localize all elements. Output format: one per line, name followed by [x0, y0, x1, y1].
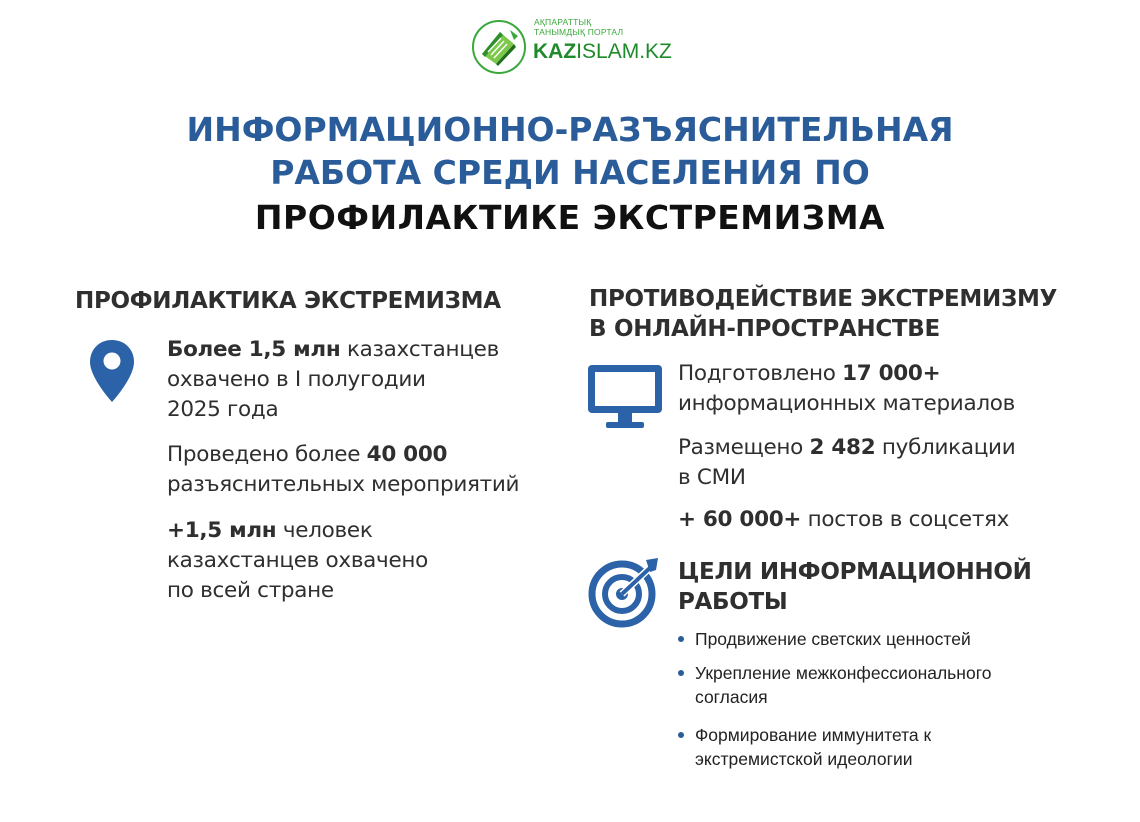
- left-stat3-line1: [167, 516, 373, 546]
- left-stat1-line3: 2025 года: [167, 397, 279, 422]
- left-stat2-pre: Проведено более: [167, 442, 367, 467]
- right-stat2-pre: Размещено: [678, 435, 810, 460]
- goal-item-1: Продвижение светских ценностей: [695, 629, 971, 649]
- logo-brand-bold: KAZ: [533, 40, 577, 63]
- title-line-1: ИНФОРМАЦИОННО-РАЗЪЯСНИТЕЛЬНАЯ: [186, 110, 954, 149]
- monitor-icon: [586, 363, 664, 431]
- goal-item-3-line1: Формирование иммунитета к: [695, 725, 932, 745]
- left-stat2-bold: 40 000: [366, 442, 448, 467]
- logo-tagline-2: ТАНЫМДЫҚ ПОРТАЛ: [534, 27, 624, 37]
- goals-heading-line-2: РАБОТЫ: [678, 589, 788, 615]
- left-stat3-line2: казахстанцев охвачено: [167, 548, 429, 573]
- left-stat1-line1: [167, 335, 499, 365]
- kazislam-logo: [470, 10, 690, 76]
- right-stat2-line1: [678, 433, 1015, 463]
- logo-tagline-1: АҚПАРАТТЫҚ: [534, 17, 592, 27]
- left-stat3-rest: человек: [276, 518, 373, 543]
- goal-item-2-line1: Укрепление межконфессионального: [695, 663, 992, 683]
- left-stat1-line2: охвачено в I полугодии: [167, 367, 426, 392]
- left-heading: ПРОФИЛАКТИКА ЭКСТРЕМИЗМА: [75, 288, 501, 314]
- left-stat2-line2: разъяснительных мероприятий: [167, 472, 520, 497]
- right-stat1-pre: Подготовлено: [678, 361, 843, 386]
- right-stat2-line2: в СМИ: [678, 465, 746, 490]
- bullet-dot: [678, 670, 684, 676]
- right-stat2-bold: 2 482: [809, 435, 876, 460]
- logo-brand: [533, 40, 672, 64]
- right-stat1-bold: 17 000+: [842, 361, 941, 386]
- right-stat1-line1: [678, 359, 940, 389]
- left-stat2-line1: [167, 440, 447, 470]
- bullet-dot: [678, 636, 684, 642]
- right-heading-line-1: ПРОТИВОДЕЙСТВИЕ ЭКСТРЕМИЗМУ: [589, 286, 1058, 312]
- right-stat1-line2: информационных материалов: [678, 391, 1016, 416]
- title-line-2: РАБОТА СРЕДИ НАСЕЛЕНИЯ ПО: [270, 153, 870, 192]
- left-stat3-bold: +1,5 млн: [167, 518, 277, 543]
- title-line-3: ПРОФИЛАКТИКЕ ЭКСТРЕМИЗМА: [254, 198, 886, 237]
- left-stat3-line3: по всей стране: [167, 578, 334, 603]
- right-stat3-line1: [678, 505, 1009, 535]
- right-stat2-rest: публикации: [875, 435, 1016, 460]
- goal-item-2-line2: согласия: [695, 687, 768, 707]
- location-pin-icon: [88, 338, 136, 404]
- goals-heading-line-1: ЦЕЛИ ИНФОРМАЦИОННОЙ: [678, 559, 1032, 585]
- right-stat3-bold: + 60 000+: [678, 507, 802, 532]
- book-logo-icon: [470, 18, 528, 76]
- left-stat1-bold: Более 1,5 млн: [167, 337, 341, 362]
- target-icon: [588, 556, 666, 628]
- right-heading-line-2: В ОНЛАЙН-ПРОСТРАНСТВЕ: [589, 316, 940, 342]
- left-stat1-rest: казахстанцев: [340, 337, 499, 362]
- goal-item-3-line2: экстремистской идеологии: [695, 749, 913, 769]
- right-stat3-rest: постов в соцсетях: [801, 507, 1010, 532]
- bullet-dot: [678, 732, 684, 738]
- logo-brand-rest: ISLAM.KZ: [576, 40, 672, 63]
